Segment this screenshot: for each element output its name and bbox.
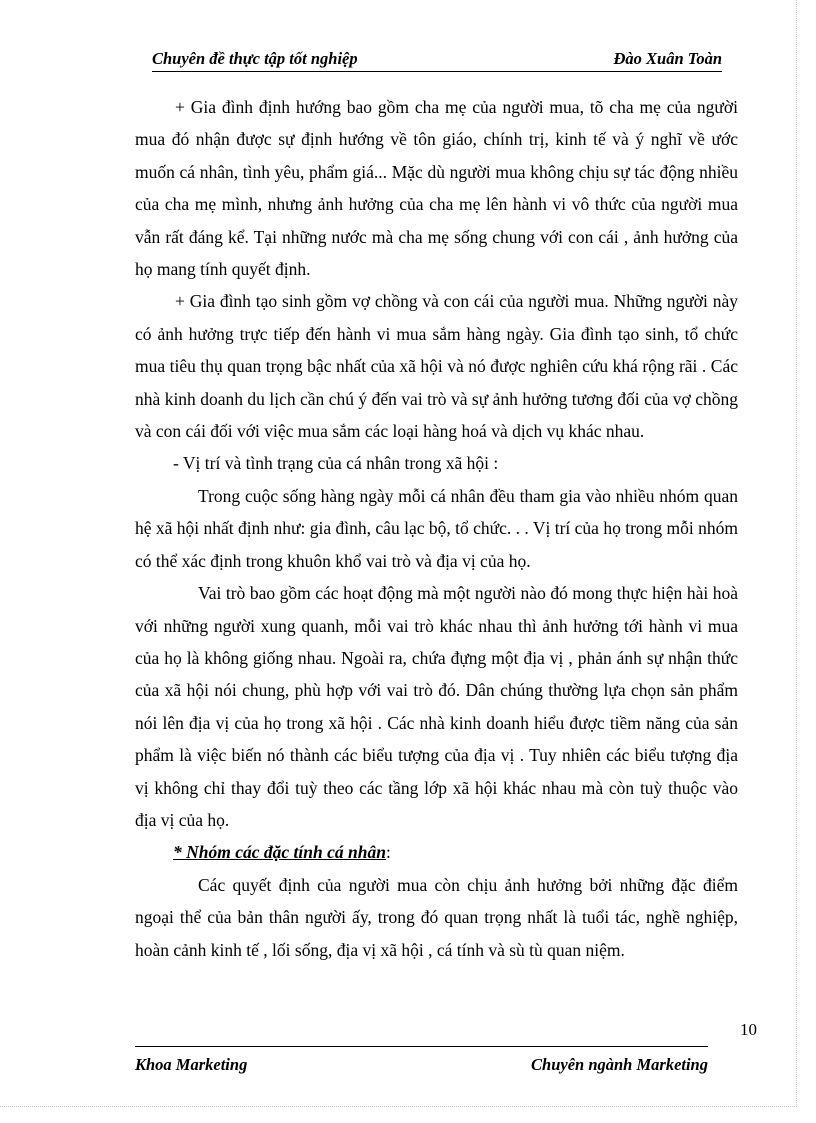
section-heading-text: * Nhóm các đặc tính cá nhân xyxy=(173,842,386,863)
paragraph-daily-life: Trong cuộc sống hàng ngày mỗi cá nhân đều tham gia vào nhiều nhóm quan hệ xã hội nhất định như: gia đình, câu lạc bộ, tổ chức. . . Vị trí của họ trong mỗi nhóm có thể xác định trong khuôn khổ vai trò và địa vị của họ. xyxy=(135,485,738,571)
header-title: Chuyên đề thực tập tốt nghiệp xyxy=(152,49,358,68)
header-author: Đào Xuân Toàn xyxy=(613,49,722,68)
footer-faculty: Khoa Marketing xyxy=(135,1055,248,1074)
page-number: 10 xyxy=(740,1020,757,1039)
paragraph-role: Vai trò bao gồm các hoạt động mà một người nào đó mong thực hiện hài hoà với những người xung quanh, mỗi vai trò khác nhau thì ảnh hưởng tới hành vi mua của họ là không giống nhau. Ngoài ra, chứa đựng một địa vị , phản ánh sự nhận thức của xã hội nói chung, phù hợp với vai trò đó. Dân chúng thường lựa chọn sản phẩm nói lên địa vị của họ trong xã hội . Các nhà kinh doanh hiểu được tiềm năng của sản phẩm là việc biến nó thành các biểu tượng của địa vị . Tuy nhiên các biểu tượng địa vị không chỉ thay đổi tuỳ theo các tầng lớp xã hội khác nhau mà còn tuỳ thuộc vào địa vị của họ. xyxy=(135,583,738,830)
page-footer xyxy=(135,1046,708,1079)
paragraph-personal-decisions: Các quyết định của người mua còn chịu ảnh hưởng bởi những đặc điểm ngoại thể của bản thân người ấy, trong đó quan trọng nhất là tuổi tác, nghề nghiệp, hoàn cảnh kinh tế , lối sống, địa vị xã hội , cá tính và sù tù quan niệm. xyxy=(135,874,738,960)
paragraph-family-procreation: + Gia đình tạo sinh gồm vợ chồng và con cái của người mua. Những người này có ảnh hưởng trực tiếp đến hành vi mua sắm hàng ngày. Gia đình tạo sinh, tổ chức mua tiêu thụ quan trọng bậc nhất của xã hội và nó được nghiên cứu khá rộng rãi . Các nhà kinh doanh du lịch cần chú ý đến vai trò và sự ảnh hưởng tương đối của vợ chồng và con cái đối với việc mua sắm các loại hàng hoá và dịch vụ khác nhau. xyxy=(135,291,738,442)
page-header xyxy=(152,49,722,72)
paragraph-position-status: - Vị trí và tình trạng của cá nhân trong xã hội : xyxy=(173,453,499,474)
section-heading-personal-traits xyxy=(135,836,738,868)
document-body xyxy=(135,91,738,966)
paragraph-family-orientation: + Gia đình định hướng bao gồm cha mẹ của người mua, tõ cha mẹ của người mua đó nhận được sự định hướng về tôn giáo, chính trị, kinh tế và ý nghĩ về ước muốn cá nhân, tình yêu, phẩm giá... Mặc dù người mua không chịu sự tác động nhiều của cha mẹ mình, nhưng ảnh hưởng của cha mẹ lên hành vi vô thức của người mua vẫn rất đáng kể. Tại những nước mà cha mẹ sống chung với con cái , ảnh hưởng của họ mang tính quyết định. xyxy=(135,97,738,280)
footer-major: Chuyên ngành Marketing xyxy=(531,1055,708,1074)
section-heading-colon: : xyxy=(385,842,391,863)
